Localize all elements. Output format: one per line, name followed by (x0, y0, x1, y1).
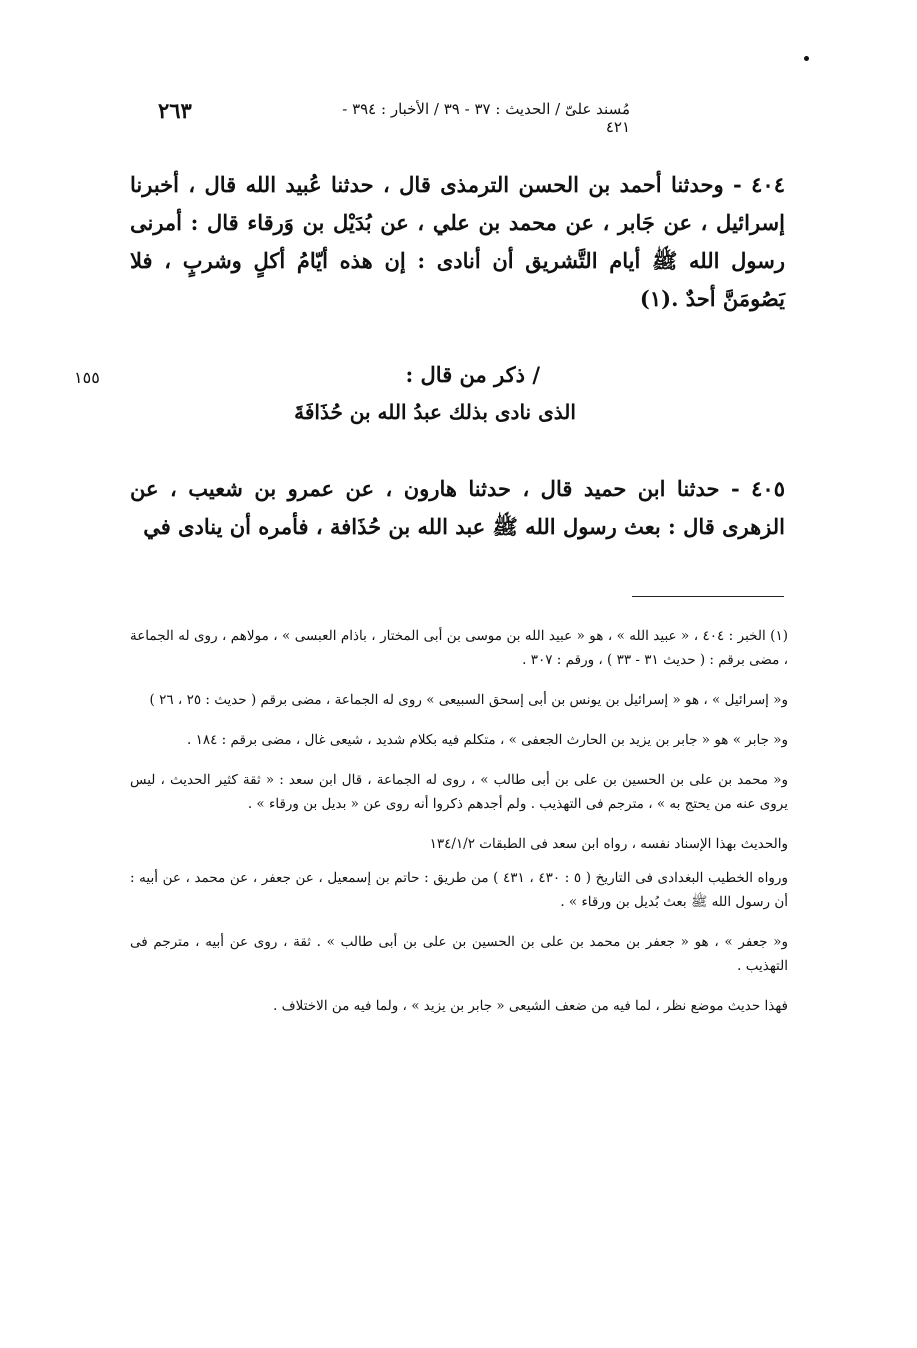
hadith-404-text: ٤٠٤ - وحدثنا أحمد بن الحسن الترمذى قال ، حدثنا عُبيد الله قال ، أخبرنا إسرائيل ، عن جَابر ، عن محمد بن علي ، عن بُدَيْل بن وَرقاء قال : أمرنى رسول الله ﷺ أيام التَّشريق أن أنادى : إن هذه أيّامُ أكلٍ وشربٍ ، فلا يَصُومَنَّ أحدٌ .(١) (130, 172, 785, 311)
footnote-muhammad: و« محمد بن على بن الحسين بن على بن أبى طالب » ، روى له الجماعة ، قال ابن سعد : « ثقة كثير الحديث ، ليس يروى عنه من يحتج به » ، مترجم فى التهذيب . ولم أجدهم ذكروا أنه روى عن « بديل بن ورقاء » . (130, 772, 788, 812)
hadith-405-text: ٤٠٥ - حدثنا ابن حميد قال ، حدثنا هارون ، عن عمرو بن شعيب ، عن الزهرى قال : بعث رسول الله ﷺ عبد الله بن حُذَافة ، فأمره أن ينادى في (130, 476, 785, 539)
footnote-1: (١) الخبر : ٤٠٤ ، « عبيد الله » ، هو « عبيد الله بن موسى بن أبى المختار ، باذام العبسى » ، مولاهم ، روى له الجماعة ، مضى برقم : ( حديث ٣١ - ٣٣ ) ، ورقم : ٣٠٧ . (130, 628, 788, 668)
footnote-khatib: ورواه الخطيب البغدادى فى التاريخ ( ٥ : ٤٣٠ ، ٤٣١ ) من طريق : حاتم بن إسمعيل ، عن جعفر ، عن محمد ، عن أبيه : أن رسول الله ﷺ بعث بُديل بن ورقاء » . (130, 870, 788, 910)
footnote-separator (632, 596, 784, 597)
footnote-jafar: و« جعفر » ، هو « جعفر بن محمد بن على بن الحسين بن على بن أبى طالب » . ثقة ، روى عن أبيه ، مترجم فى التهذيب . (130, 934, 788, 974)
footnote-jabir: و« جابر » هو « جابر بن يزيد بن الحارث الجعفى » ، متكلم فيه بكلام شديد ، شيعى غال ، مضى برقم : ١٨٤ . (187, 732, 788, 748)
margin-page-number: ١٥٥ (74, 368, 100, 387)
footnote-israil: و« إسرائيل » ، هو « إسرائيل بن يونس بن أبى إسحق السبيعى » روى له الجماعة ، مضى برقم ( حديث : ٢٥ ، ٢٦ ) (149, 692, 788, 708)
hadith-405 (130, 470, 785, 546)
section-subtitle: الذى نادى بذلك عبدُ الله بن حُذَافَةَ (294, 400, 576, 424)
footnote-ibn-saad: والحديث بهذا الإسناد نفسه ، رواه ابن سعد فى الطبقات ١٣٤/١/٢ (429, 836, 788, 852)
ink-dot (804, 56, 809, 61)
running-head: مُسند علىّ / الحديث : ٣٧ - ٣٩ / الأخبار : ٣٩٤ - ٤٢١ (342, 100, 630, 136)
footnote-conclusion: فهذا حديث موضع نظر ، لما فيه من ضعف الشيعى « جابر بن يزيد » ، ولما فيه من الاختلاف . (273, 998, 788, 1014)
hadith-404 (130, 166, 785, 318)
page-number: ٢٦٣ (158, 98, 192, 123)
footnotes (130, 624, 788, 1034)
section-title: / ذكر من قال : (405, 362, 540, 387)
